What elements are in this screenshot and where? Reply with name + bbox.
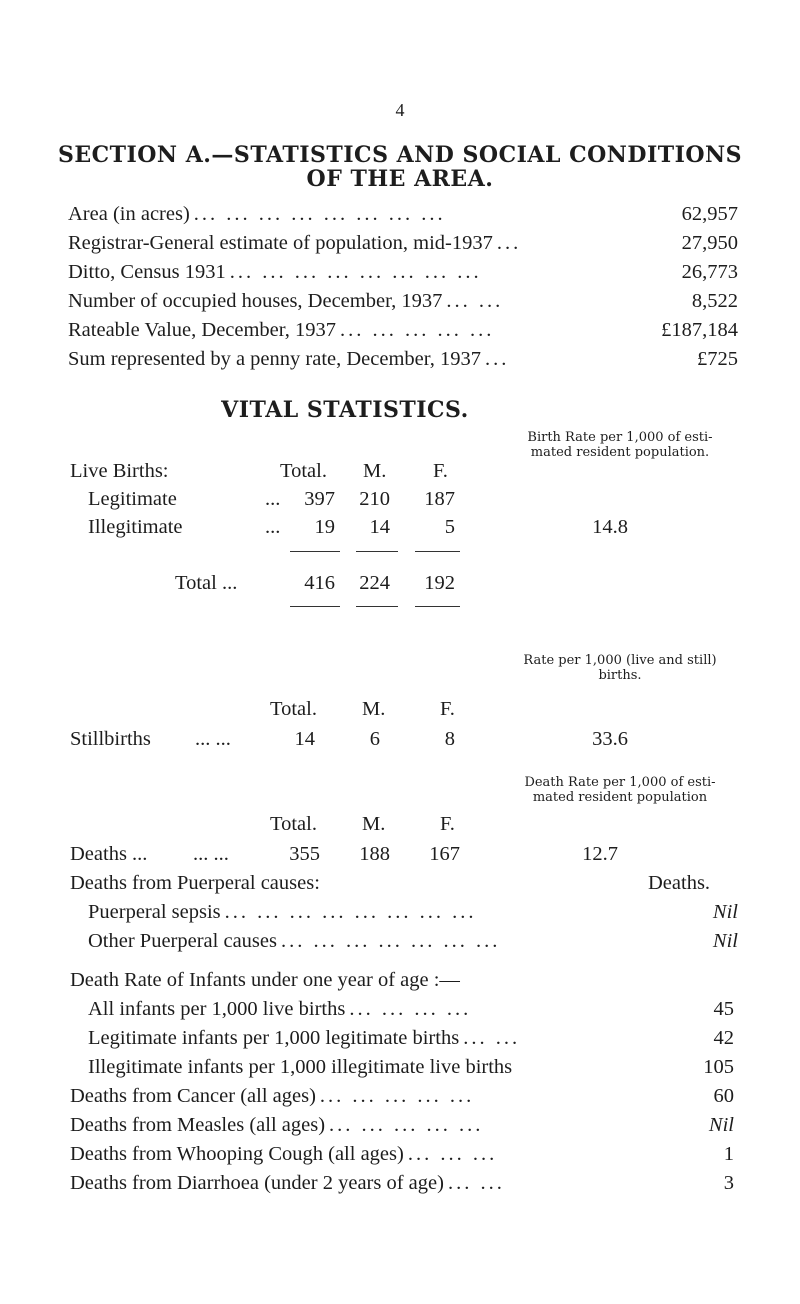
legitimate-f: 187	[424, 488, 455, 510]
infant-death-heading: Death Rate of Infants under one year of age :—	[70, 969, 460, 991]
section-heading: SECTION A.—STATISTICS AND SOCIAL CONDITIONS	[57, 142, 743, 168]
leader-dots: ... ...	[463, 1027, 521, 1049]
illegitimate-label: Illegitimate	[88, 516, 183, 538]
line-value: 42	[713, 1027, 734, 1049]
illegitimate-m: 14	[369, 516, 390, 538]
line-label: Deaths from Diarrhoea (under 2 years of age)	[70, 1172, 444, 1194]
occupied-houses-line	[68, 290, 738, 313]
death-rate-value: 12.7	[582, 843, 618, 865]
line-value: 45	[713, 998, 734, 1020]
stillbirth-rate-value: 33.6	[592, 728, 628, 750]
line-value: 105	[703, 1056, 734, 1078]
rateable-value-line	[68, 319, 738, 342]
live-births-total-f: 192	[424, 572, 455, 594]
line-value: 26,773	[681, 261, 738, 283]
col-m-header: M.	[362, 813, 386, 835]
line-value: Nil	[712, 901, 738, 923]
measles-deaths-line	[70, 1114, 734, 1137]
col-f-header: F.	[440, 813, 455, 835]
other-puerperal-line	[88, 930, 738, 953]
line-value: 1	[723, 1143, 734, 1165]
leader-dots: ... ... ...	[407, 1143, 498, 1165]
line-label: Ditto, Census 1931	[68, 261, 226, 283]
leader-dots: ...	[485, 348, 510, 370]
leader-dots: ...	[496, 232, 522, 254]
live-births-total: 416	[304, 572, 335, 594]
line-value: 3	[723, 1172, 734, 1194]
line-label: Puerperal sepsis	[88, 901, 221, 923]
col-total-header: Total.	[280, 460, 327, 482]
deaths-total: 355	[289, 843, 320, 865]
area-line	[68, 203, 738, 226]
leader-dots: ... ... ... ... ... ... ... ...	[229, 261, 482, 283]
leader-dots: ...	[265, 488, 281, 510]
line-label: Deaths from Whooping Cough (all ages)	[70, 1143, 404, 1165]
line-value: Nil	[708, 1114, 734, 1136]
illegitimate-f: 5	[444, 516, 455, 538]
puerperal-heading: Deaths from Puerperal causes:	[70, 872, 320, 894]
leader-dots: ... ... ... ... ... ... ... ...	[193, 203, 446, 225]
line-label: Number of occupied houses, December, 1937	[68, 290, 443, 312]
col-total-header: Total.	[270, 813, 317, 835]
penny-rate-line	[68, 348, 738, 371]
leader-dots: ... ...	[195, 728, 231, 750]
sum-rule	[356, 606, 398, 607]
leader-dots: ... ... ... ... ... ... ... ...	[224, 901, 477, 923]
stillbirth-rate-note: Rate per 1,000 (live and still) births.	[523, 653, 717, 683]
stillbirths-label: Stillbirths	[70, 728, 151, 750]
line-label: Rateable Value, December, 1937	[68, 319, 337, 341]
line-label: Deaths from Cancer (all ages)	[70, 1085, 316, 1107]
live-births-total-label: Total ...	[175, 572, 238, 594]
whooping-cough-deaths-line	[70, 1143, 734, 1166]
cancer-deaths-line	[70, 1085, 734, 1108]
illegitimate-total: 19	[314, 516, 335, 538]
infant-illegitimate-line	[88, 1056, 734, 1079]
live-births-total-m: 224	[359, 572, 390, 594]
col-m-header: M.	[363, 460, 387, 482]
col-total-header: Total.	[270, 698, 317, 720]
stillbirths-total: 14	[294, 728, 315, 750]
line-label: Legitimate infants per 1,000 legitimate births	[88, 1027, 460, 1049]
line-value: £725	[697, 348, 738, 370]
line-value: 62,957	[681, 203, 738, 225]
line-value: 8,522	[691, 290, 738, 312]
population-estimate-line	[68, 232, 738, 255]
sum-rule	[356, 551, 398, 552]
col-m-header: M.	[362, 698, 386, 720]
line-label: Sum represented by a penny rate, December, 1937	[68, 348, 482, 370]
census-line	[68, 261, 738, 284]
leader-dots: ...	[265, 516, 281, 538]
infant-all-line	[88, 998, 734, 1021]
line-value: £187,184	[661, 319, 738, 341]
leader-dots: ... ...	[446, 290, 504, 312]
deaths-label: Deaths ...	[70, 843, 148, 865]
birth-rate-value: 14.8	[592, 516, 628, 538]
legitimate-total: 397	[304, 488, 335, 510]
leader-dots: ... ... ... ... ...	[329, 1114, 484, 1136]
line-label: Other Puerperal causes	[88, 930, 277, 952]
line-value: Nil	[712, 930, 738, 952]
deaths-f: 167	[429, 843, 460, 865]
page-number: 4	[395, 100, 405, 120]
sum-rule	[415, 551, 460, 552]
deaths-m: 188	[359, 843, 390, 865]
sum-rule	[415, 606, 460, 607]
infant-legitimate-line	[88, 1027, 734, 1050]
col-f-header: F.	[433, 460, 448, 482]
vital-statistics-heading: VITAL STATISTICS.	[221, 397, 469, 423]
death-rate-note: Death Rate per 1,000 of esti- mated resident population	[524, 775, 716, 805]
line-value: 60	[713, 1085, 734, 1107]
sum-rule	[290, 606, 340, 607]
live-births-label: Live Births:	[70, 460, 169, 482]
line-label: Registrar-General estimate of population, mid-1937	[68, 232, 493, 254]
leader-dots: ... ... ... ... ...	[319, 1085, 475, 1107]
leader-dots: ... ...	[193, 843, 229, 865]
line-label: All infants per 1,000 live births	[88, 998, 346, 1020]
leader-dots: ... ... ... ...	[349, 998, 472, 1020]
stillbirths-f: 8	[444, 728, 455, 750]
col-f-header: F.	[440, 698, 455, 720]
birth-rate-note: Birth Rate per 1,000 of esti- mated resident population.	[527, 430, 713, 460]
sum-rule	[290, 551, 340, 552]
stillbirths-m: 6	[369, 728, 380, 750]
puerperal-deaths-header: Deaths.	[648, 872, 711, 894]
leader-dots: ... ... ... ... ... ... ...	[280, 930, 501, 952]
line-value: 27,950	[681, 232, 738, 254]
line-label: Illegitimate infants per 1,000 illegitimate live births	[88, 1056, 513, 1078]
leader-dots: ... ... ... ... ...	[340, 319, 495, 341]
leader-dots: ... ...	[447, 1172, 505, 1194]
section-heading-subline: OF THE AREA.	[306, 166, 494, 192]
puerperal-sepsis-line	[88, 901, 738, 924]
line-label: Deaths from Measles (all ages)	[70, 1114, 326, 1136]
legitimate-label: Legitimate	[88, 488, 177, 510]
line-label: Area (in acres)	[68, 203, 190, 225]
diarrhoea-deaths-line	[70, 1172, 734, 1195]
legitimate-m: 210	[359, 488, 390, 510]
